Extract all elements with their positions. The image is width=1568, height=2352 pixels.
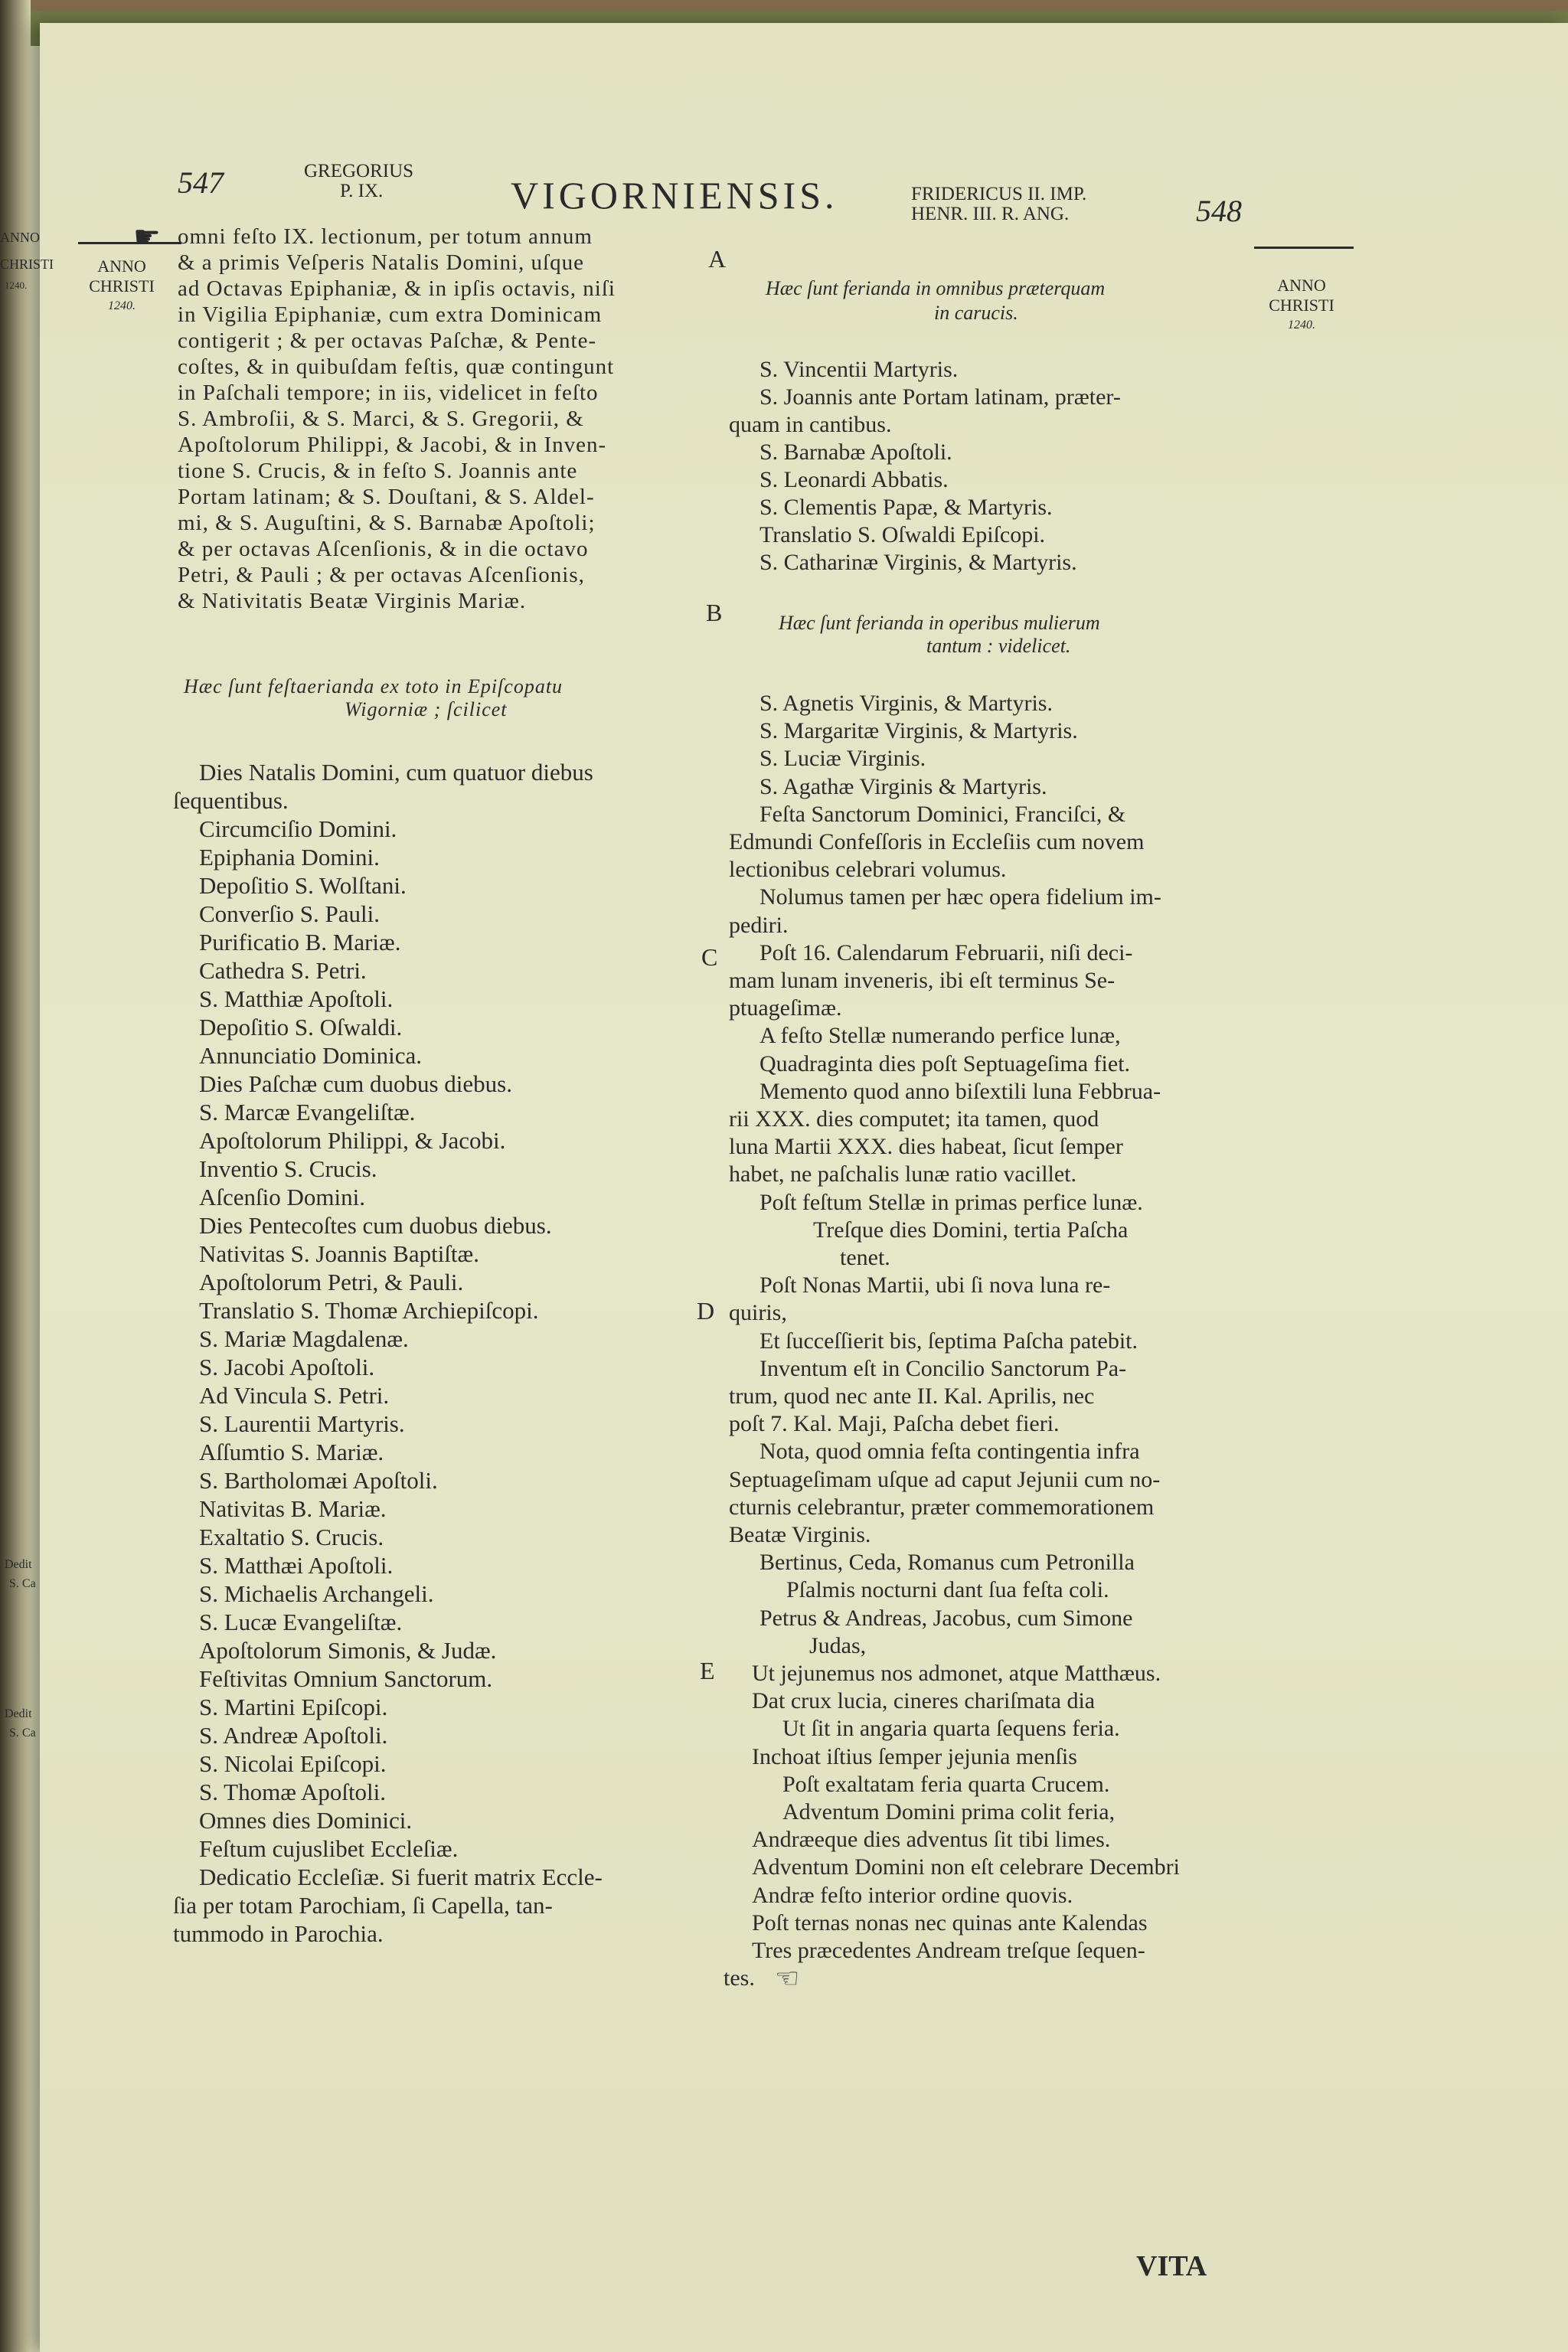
- list-item: luna Martii XXX. dies habeat, ſicut ſemper: [729, 1134, 1123, 1160]
- list-item: S. Agnetis Virginis, & Martyris.: [760, 691, 1053, 716]
- list-item: Andræ feſto interior ordine quovis.: [752, 1882, 1073, 1908]
- prev-page-fragment: CHRISTI: [0, 256, 54, 272]
- feast-item: Dies Paſchæ cum duobus diebus.: [199, 1070, 512, 1097]
- feast-item: Inventio S. Crucis.: [199, 1155, 377, 1182]
- feast-item: Omnes dies Dominici.: [199, 1807, 413, 1834]
- list-item: Inventum eſt in Concilio Sanctorum Pa-: [760, 1355, 1127, 1381]
- list-item: Pſalmis nocturni dant ſua feſta coli.: [786, 1577, 1109, 1603]
- header-pope-name: GREGORIUS: [304, 161, 414, 181]
- feast-item: Nativitas B. Mariæ.: [199, 1495, 387, 1522]
- list-item: Treſque dies Domini, tertia Paſcha: [813, 1217, 1129, 1243]
- list-item: S. Catharinæ Virginis, & Martyris.: [760, 550, 1077, 575]
- feast-item: ſia per totam Parochiam, ſi Capella, tan-: [173, 1892, 553, 1919]
- list-item: Adventum Domini prima colit feria,: [782, 1799, 1116, 1824]
- list-item: habet, ne paſchalis lunæ ratio vacillet.: [729, 1161, 1077, 1187]
- feast-item: Feſtum cujuslibet Eccleſiæ.: [199, 1835, 459, 1862]
- feast-item: S. Nicolai Epiſcopi.: [199, 1750, 387, 1777]
- list-item: Poſt 16. Calendarum Februarii, niſi deci-: [760, 939, 1133, 965]
- section-heading: Wigorniæ ; ſcilicet: [345, 698, 508, 720]
- section-heading: Hæc ſunt ferianda in omnibus præterquam: [766, 277, 1106, 299]
- list-item: S. Clementis Papæ, & Martyris.: [760, 495, 1053, 520]
- body-line: & a primis Veſperis Natalis Domini, uſque: [178, 250, 584, 275]
- list-item: Petrus & Andreas, Jacobus, cum Simone: [760, 1605, 1133, 1631]
- section-heading: Hæc ſunt feſtaerianda ex toto in Epiſcopatu: [184, 675, 564, 697]
- feast-item: Annunciatio Dominica.: [199, 1042, 422, 1069]
- list-item: S. Leonardi Abbatis.: [760, 467, 949, 492]
- list-item: Beatæ Virginis.: [729, 1522, 871, 1547]
- list-item: pediri.: [729, 912, 789, 938]
- feast-item: Epiphania Domini.: [199, 844, 380, 871]
- margin-note-line: ANNO: [97, 256, 146, 276]
- list-item: Dat crux lucia, cineres chariſmata dia: [752, 1688, 1096, 1714]
- body-line: S. Ambroſii, & S. Marci, & S. Gregorii, &: [178, 407, 584, 431]
- section-letter: C: [701, 943, 718, 971]
- margin-note-line: ANNO: [1277, 276, 1326, 295]
- feast-item: Aſcenſio Domini.: [199, 1184, 365, 1210]
- list-item: Septuageſimam uſque ad caput Jejunii cum no-: [729, 1466, 1161, 1492]
- feast-item: Depoſitio S. Oſwaldi.: [199, 1014, 403, 1040]
- prev-page-fragment: Dedit: [5, 1558, 32, 1571]
- feast-item: Dies Natalis Domini, cum quatuor diebus: [199, 759, 593, 786]
- feast-item: tummodo in Parochia.: [173, 1920, 384, 1947]
- list-item: rii XXX. dies computet; ita tamen, quod: [729, 1106, 1099, 1132]
- feast-item: Aſſumtio S. Mariæ.: [199, 1439, 384, 1465]
- list-item: Nolumus tamen per hæc opera fidelium im-: [760, 884, 1161, 910]
- feast-item: Translatio S. Thomæ Archiepiſcopi.: [199, 1297, 539, 1324]
- page-number-left: 547: [178, 165, 224, 200]
- feast-item: Converſio S. Pauli.: [199, 900, 380, 927]
- binding-gutter: [0, 0, 31, 2352]
- body-line: in Paſchali tempore; in iis, videlicet in feſto: [178, 381, 599, 405]
- body-line: in Vigilia Epiphaniæ, cum extra Dominicam: [178, 302, 603, 327]
- list-item: S. Vincentii Martyris.: [760, 357, 959, 382]
- list-item: quam in cantibus.: [729, 412, 892, 437]
- body-line: coſtes, & in quibuſdam feſtis, quæ contingunt: [178, 354, 615, 379]
- feast-item: S. Andreæ Apoſtoli.: [199, 1722, 388, 1749]
- list-item: Ut ſit in angaria quarta ſequens feria.: [782, 1716, 1120, 1742]
- section-heading: in carucis.: [934, 302, 1018, 324]
- feast-item: S. Bartholomæi Apoſtoli.: [199, 1467, 438, 1494]
- book-page: [0, 23, 1568, 2352]
- list-item: Judas,: [809, 1632, 867, 1658]
- list-item: mam lunam inveneris, ibi eſt terminus Se-: [729, 968, 1116, 993]
- feast-item: Dedicatio Eccleſiæ. Si fuerit matrix Eccle-: [199, 1864, 603, 1890]
- section-letter: B: [706, 599, 723, 626]
- pointing-hand-icon: ☜: [775, 1963, 800, 1994]
- prev-page-fragment: 1240.: [5, 279, 28, 291]
- book-top-edge: [0, 0, 1568, 11]
- list-item: S. Joannis ante Portam latinam, præter-: [760, 384, 1121, 410]
- section-letter: A: [708, 245, 727, 273]
- prev-page-fragment: ANNO: [0, 230, 40, 245]
- feast-item: S. Laurentii Martyris.: [199, 1410, 405, 1437]
- section-letter: E: [700, 1657, 715, 1684]
- body-line: Portam latinam; & S. Douſtani, & S. Aldel-: [178, 485, 595, 509]
- body-line: ad Octavas Epiphaniæ, & in ipſis octavis, niſi: [178, 276, 616, 301]
- list-item: poſt 7. Kal. Maji, Paſcha debet fieri.: [729, 1411, 1060, 1437]
- list-item: cturnis celebrantur, præter commemorationem: [729, 1494, 1155, 1520]
- list-item: Edmundi Confeſſoris in Eccleſiis cum novem: [729, 829, 1145, 854]
- feast-item: S. Matthæi Apoſtoli.: [199, 1552, 394, 1579]
- list-item: Tres præcedentes Andream treſque ſequen-: [752, 1938, 1145, 1963]
- margin-note-line: 1240.: [1288, 318, 1315, 332]
- feast-item: S. Michaelis Archangeli.: [199, 1580, 434, 1607]
- body-line: & per octavas Aſcenſionis, & in die octavo: [178, 537, 589, 561]
- body-line: contigerit ; & per octavas Paſchæ, & Pente-: [178, 328, 597, 353]
- feast-item: S. Martini Epiſcopi.: [199, 1694, 388, 1720]
- list-item: Inchoat iſtius ſemper jejunia menſis: [752, 1743, 1077, 1769]
- page-title: VIGORNIENSIS.: [511, 174, 838, 217]
- list-item: Poſt exaltatam feria quarta Crucem.: [782, 1771, 1110, 1797]
- list-item: A feſto Stellæ numerando perfice lunæ,: [760, 1023, 1121, 1049]
- section-letter: D: [697, 1297, 715, 1325]
- list-item: Nota, quod omnia feſta contingentia infra: [760, 1439, 1140, 1465]
- catchword: VITA: [1136, 2250, 1207, 2282]
- list-item: Et ſucceſſierit bis, ſeptima Paſcha patebit.: [760, 1328, 1138, 1354]
- feast-item: S. Thomæ Apoſtoli.: [199, 1779, 387, 1805]
- list-item: Memento quod anno biſextili luna Febbrua-: [760, 1078, 1161, 1104]
- list-item: S. Margaritæ Virginis, & Martyris.: [760, 718, 1078, 744]
- feast-item: Apoſtolorum Petri, & Pauli.: [199, 1269, 464, 1295]
- feast-item: Apoſtolorum Philippi, & Jacobi.: [199, 1127, 506, 1154]
- pointing-hand-icon: ☛: [133, 220, 161, 254]
- feast-item: Feſtivitas Omnium Sanctorum.: [199, 1665, 493, 1692]
- prev-page-fragment: S. Ca: [9, 1577, 36, 1590]
- margin-note-line: CHRISTI: [89, 276, 155, 296]
- feast-item: S. Jacobi Apoſtoli.: [199, 1354, 375, 1380]
- feast-item: S. Mariæ Magdalenæ.: [199, 1325, 409, 1352]
- feast-item: S. Lucæ Evangeliſtæ.: [199, 1609, 403, 1635]
- header-king: HENR. III. R. ANG.: [911, 204, 1070, 224]
- list-item: quiris,: [729, 1300, 787, 1326]
- page-number-right: 548: [1196, 194, 1242, 228]
- list-item: Andræeque dies adventus ſit tibi limes.: [752, 1827, 1111, 1853]
- feast-item: S. Matthiæ Apoſtoli.: [199, 985, 394, 1012]
- feast-item: Nativitas S. Joannis Baptiſtæ.: [199, 1240, 479, 1267]
- list-item: Poſt Nonas Martii, ubi ſi nova luna re-: [760, 1272, 1111, 1298]
- feast-item: S. Marcæ Evangeliſtæ.: [199, 1099, 416, 1125]
- margin-note-line: CHRISTI: [1269, 296, 1334, 315]
- list-item: Translatio S. Oſwaldi Epiſcopi.: [760, 522, 1046, 547]
- list-item: Adventum Domini non eſt celebrare Decembri: [752, 1854, 1180, 1880]
- feast-item: Ad Vincula S. Petri.: [199, 1382, 390, 1409]
- list-item: tenet.: [840, 1245, 890, 1270]
- list-item: lectionibus celebrari volumus.: [729, 857, 1007, 883]
- body-line: tione S. Crucis, & in feſto S. Joannis ante: [178, 459, 578, 483]
- feast-item: Purificatio B. Mariæ.: [199, 929, 401, 956]
- feast-item: ſequentibus.: [173, 787, 289, 814]
- list-item: Bertinus, Ceda, Romanus cum Petronilla: [760, 1550, 1135, 1576]
- feast-item: Dies Pentecoſtes cum duobus diebus.: [199, 1212, 552, 1239]
- list-item: Quadraginta dies poſt Septuageſima fiet.: [760, 1050, 1131, 1076]
- body-line: & Nativitatis Beatæ Virginis Mariæ.: [178, 589, 527, 613]
- margin-note-line: 1240.: [108, 299, 136, 312]
- section-heading: Hæc ſunt ferianda in operibus mulierum: [779, 612, 1100, 634]
- list-item: Feſta Sanctorum Dominici, Franciſci, &: [760, 801, 1126, 827]
- feast-item: Exaltatio S. Crucis.: [199, 1524, 384, 1550]
- header-emperor: FRIDERICUS II. IMP.: [911, 184, 1087, 204]
- list-item: Poſt ternas nonas nec quinas ante Kalendas: [752, 1909, 1148, 1936]
- feast-item: Cathedra S. Petri.: [199, 957, 367, 984]
- right-column: [40, 23, 1568, 2014]
- prev-page-fragment: Dedit: [5, 1707, 32, 1720]
- header-pope-number: P. IX.: [340, 181, 384, 201]
- feast-item: Apoſtolorum Simonis, & Judæ.: [199, 1637, 497, 1664]
- list-item: S. Luciæ Virginis.: [760, 746, 926, 772]
- prev-page-fragment: S. Ca: [9, 1726, 36, 1740]
- feast-item: Depoſitio S. Wolſtani.: [199, 872, 407, 899]
- body-line: omni feſto IX. lectionum, per totum annum: [178, 224, 593, 249]
- list-item: Poſt feſtum Stellæ in primas perfice lunæ.: [760, 1189, 1143, 1215]
- list-item: ptuageſimæ.: [729, 995, 842, 1021]
- list-item: S. Agathæ Virginis & Martyris.: [760, 773, 1047, 799]
- section-heading: tantum : videlicet.: [926, 635, 1071, 657]
- list-item: Ut jejunemus nos admonet, atque Matthæus.: [752, 1661, 1161, 1686]
- body-line: Apoſtolorum Philippi, & Jacobi, & in Inven-: [178, 433, 607, 457]
- list-item: S. Barnabæ Apoſtoli.: [760, 439, 952, 465]
- list-item: tes.: [724, 1965, 755, 1991]
- body-line: Petri, & Pauli ; & per octavas Aſcenſionis,: [178, 563, 585, 587]
- list-item: trum, quod nec ante II. Kal. Aprilis, nec: [729, 1383, 1095, 1409]
- body-line: mi, & S. Auguſtini, & S. Barnabæ Apoſtoli;: [178, 511, 596, 535]
- feast-item: Circumciſio Domini.: [199, 815, 397, 842]
